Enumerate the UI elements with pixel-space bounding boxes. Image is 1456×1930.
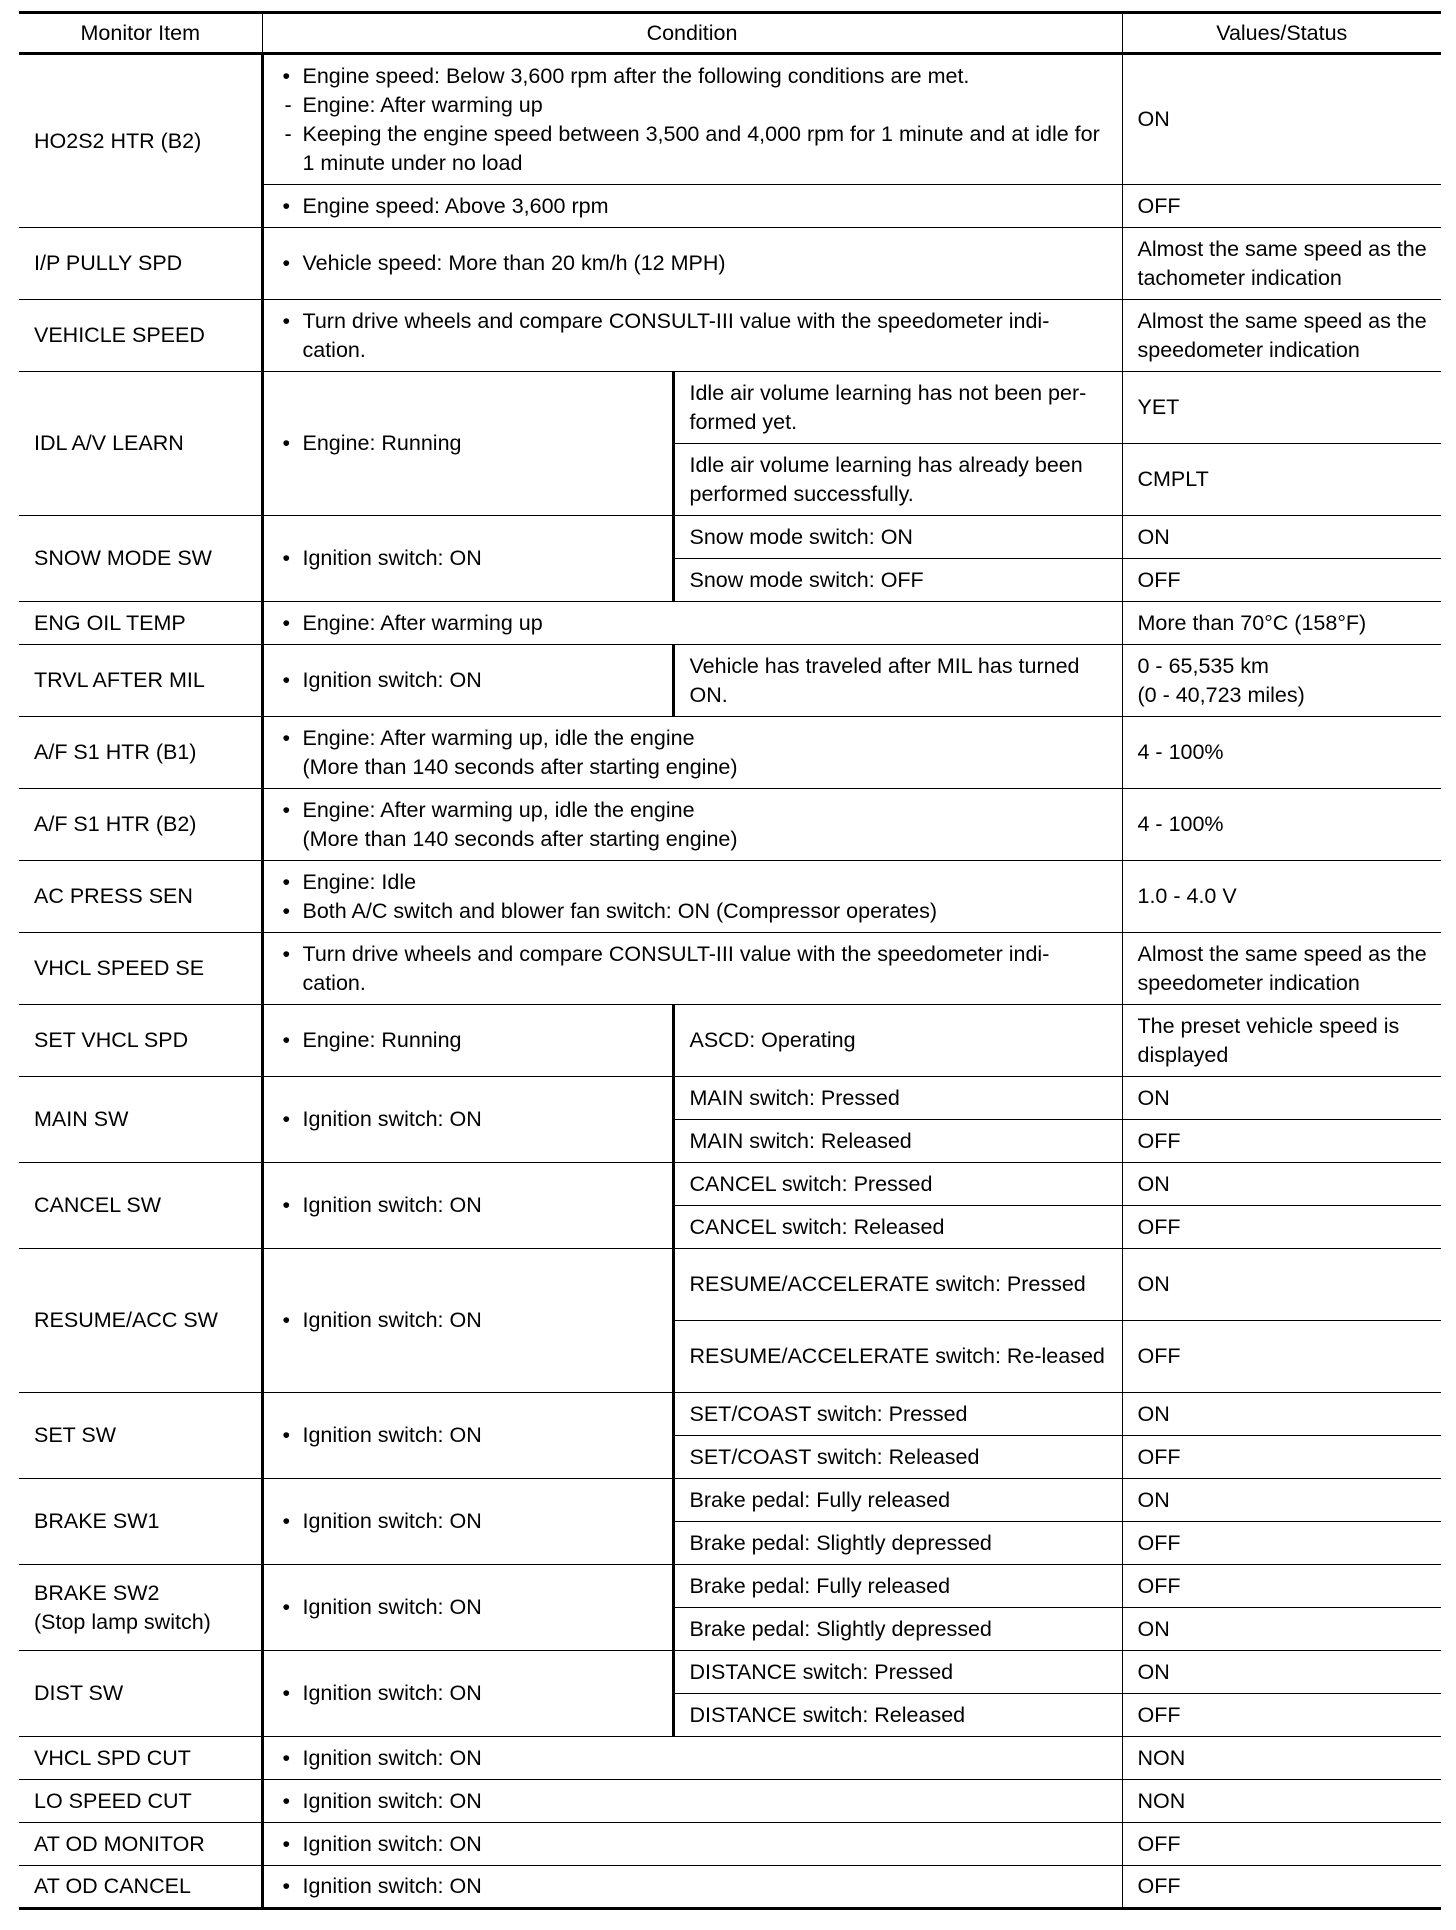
- condition-cell: [262, 372, 673, 516]
- table-row: [19, 1479, 1441, 1522]
- condition-bullet: • Ignition switch: ON: [279, 1744, 1110, 1773]
- sub-condition-cell: CANCEL switch: Released: [673, 1206, 1122, 1249]
- table-row: [19, 717, 1441, 789]
- condition-cell: [262, 1249, 673, 1393]
- monitor-item: AC PRESS SEN: [19, 861, 262, 933]
- monitor-item-line: BRAKE SW2: [34, 1580, 160, 1605]
- condition-sub-item: - Keeping the engine speed between 3,500 and 4,000 rpm for 1 minute and at idle for 1 minute under no load: [279, 120, 1110, 178]
- monitor-item: BRAKE SW1: [19, 1479, 262, 1565]
- condition-bullet: • Ignition switch: ON: [279, 666, 660, 695]
- condition-cell: [262, 933, 1122, 1005]
- value-cell: Almost the same speed as the speedometer indication: [1122, 300, 1441, 372]
- value-line: 0 - 65,535 km: [1137, 653, 1269, 678]
- condition-bullet: • Engine speed: Below 3,600 rpm after the following conditions are met.: [279, 62, 1110, 91]
- condition-sub-item: - Engine: After warming up: [279, 91, 1110, 120]
- condition-bullet: • Ignition switch: ON: [279, 1306, 660, 1335]
- table-row: [19, 1163, 1441, 1206]
- value-cell: OFF: [1122, 1823, 1441, 1866]
- value-cell: 4 - 100%: [1122, 717, 1441, 789]
- condition-cell: [262, 861, 1122, 933]
- value-cell: CMPLT: [1122, 444, 1441, 516]
- condition-cell: [262, 602, 1122, 645]
- value-cell: NON: [1122, 1780, 1441, 1823]
- value-cell: OFF: [1122, 1866, 1441, 1909]
- monitor-item: AT OD CANCEL: [19, 1866, 262, 1909]
- table-row: [19, 1249, 1441, 1321]
- value-cell: Almost the same speed as the speedometer indication: [1122, 933, 1441, 1005]
- sub-condition-cell: MAIN switch: Released: [673, 1120, 1122, 1163]
- condition-cell: [262, 1823, 1122, 1866]
- sub-condition-cell: Brake pedal: Slightly depressed: [673, 1522, 1122, 1565]
- value-cell: ON: [1122, 1651, 1441, 1694]
- sub-condition-cell: Idle air volume learning has already been performed successfully.: [673, 444, 1122, 516]
- value-cell: OFF: [1122, 1321, 1441, 1393]
- sub-condition-cell: ASCD: Operating: [673, 1005, 1122, 1077]
- condition-bullet: • Ignition switch: ON: [279, 1830, 1110, 1859]
- sub-condition-cell: DISTANCE switch: Released: [673, 1694, 1122, 1737]
- sub-condition-cell: MAIN switch: Pressed: [673, 1077, 1122, 1120]
- condition-bullet: • Ignition switch: ON: [279, 1679, 660, 1708]
- monitor-item: I/P PULLY SPD: [19, 228, 262, 300]
- value-cell: OFF: [1122, 1565, 1441, 1608]
- value-cell: OFF: [1122, 559, 1441, 602]
- table-row: [19, 1077, 1441, 1120]
- monitor-item: ENG OIL TEMP: [19, 602, 262, 645]
- table-row: [19, 602, 1441, 645]
- condition-cell: [262, 717, 1122, 789]
- condition-cell: [262, 1163, 673, 1249]
- condition-bullet: • Ignition switch: ON: [279, 1787, 1110, 1816]
- condition-line: (More than 140 seconds after starting engine): [302, 754, 738, 779]
- sub-condition-cell: Snow mode switch: OFF: [673, 559, 1122, 602]
- header-row: [19, 13, 1441, 54]
- value-cell: ON: [1122, 1163, 1441, 1206]
- monitor-item: HO2S2 HTR (B2): [19, 54, 262, 228]
- condition-bullet: • Engine speed: Above 3,600 rpm: [279, 192, 1110, 221]
- condition-cell: [262, 54, 1122, 185]
- value-cell: OFF: [1122, 185, 1441, 228]
- condition-bullet: • Turn drive wheels and compare CONSULT-III value with the speedometer indi-cation.: [279, 940, 1110, 998]
- condition-bullet: • Engine: After warming up: [279, 609, 1110, 638]
- value-cell: The preset vehicle speed is displayed: [1122, 1005, 1441, 1077]
- condition-cell: [262, 1393, 673, 1479]
- value-cell: ON: [1122, 54, 1441, 185]
- monitor-item: A/F S1 HTR (B2): [19, 789, 262, 861]
- value-cell: OFF: [1122, 1436, 1441, 1479]
- condition-line: (More than 140 seconds after starting engine): [302, 826, 738, 851]
- value-cell: ON: [1122, 1393, 1441, 1436]
- condition-bullet: [279, 724, 1110, 782]
- monitor-item: [19, 1565, 262, 1651]
- condition-cell: [262, 516, 673, 602]
- sub-condition-cell: Idle air volume learning has not been per-formed yet.: [673, 372, 1122, 444]
- value-line: (0 - 40,723 miles): [1137, 682, 1305, 707]
- sub-condition-cell: Brake pedal: Fully released: [673, 1565, 1122, 1608]
- table-row: [19, 1005, 1441, 1077]
- condition-bullet: [279, 796, 1110, 854]
- condition-bullet: • Ignition switch: ON: [279, 1507, 660, 1536]
- monitor-item: SNOW MODE SW: [19, 516, 262, 602]
- condition-cell: [262, 1565, 673, 1651]
- condition-bullet: • Engine: Running: [279, 1026, 660, 1055]
- table-row: [19, 1780, 1441, 1823]
- monitor-item: SET VHCL SPD: [19, 1005, 262, 1077]
- table-row: [19, 1737, 1441, 1780]
- value-cell: OFF: [1122, 1120, 1441, 1163]
- condition-line: • Engine: After warming up, idle the engine: [302, 797, 695, 822]
- condition-bullet: • Ignition switch: ON: [279, 544, 660, 573]
- monitor-item: MAIN SW: [19, 1077, 262, 1163]
- header-values-status: Values/Status: [1122, 13, 1441, 54]
- value-cell: OFF: [1122, 1206, 1441, 1249]
- condition-cell: [262, 1005, 673, 1077]
- condition-cell: [262, 1077, 673, 1163]
- value-cell: ON: [1122, 516, 1441, 559]
- sub-condition-cell: Brake pedal: Fully released: [673, 1479, 1122, 1522]
- value-cell: ON: [1122, 1249, 1441, 1321]
- condition-bullet: • Engine: Running: [279, 429, 660, 458]
- value-cell: More than 70°C (158°F): [1122, 602, 1441, 645]
- monitor-item: IDL A/V LEARN: [19, 372, 262, 516]
- condition-cell: [262, 789, 1122, 861]
- sub-condition-cell: SET/COAST switch: Released: [673, 1436, 1122, 1479]
- monitor-item: CANCEL SW: [19, 1163, 262, 1249]
- condition-bullet: • Ignition switch: ON: [279, 1191, 660, 1220]
- table-row: [19, 1565, 1441, 1608]
- monitor-item: AT OD MONITOR: [19, 1823, 262, 1866]
- sub-condition-cell: DISTANCE switch: Pressed: [673, 1651, 1122, 1694]
- sub-condition-cell: RESUME/ACCELERATE switch: Re-leased: [673, 1321, 1122, 1393]
- value-cell: OFF: [1122, 1522, 1441, 1565]
- condition-bullet: • Ignition switch: ON: [279, 1421, 660, 1450]
- table-row: [19, 789, 1441, 861]
- condition-cell: [262, 228, 1122, 300]
- table-row: [19, 516, 1441, 559]
- sub-condition-cell: Snow mode switch: ON: [673, 516, 1122, 559]
- table-row: [19, 1651, 1441, 1694]
- condition-bullet: • Ignition switch: ON: [279, 1105, 660, 1134]
- sub-condition-cell: CANCEL switch: Pressed: [673, 1163, 1122, 1206]
- table-row: [19, 1393, 1441, 1436]
- sub-condition-cell: Brake pedal: Slightly depressed: [673, 1608, 1122, 1651]
- value-cell: [1122, 645, 1441, 717]
- condition-cell: [262, 1780, 1122, 1823]
- value-cell: YET: [1122, 372, 1441, 444]
- table-row: [19, 1823, 1441, 1866]
- sub-condition-cell: Vehicle has traveled after MIL has turned ON.: [673, 645, 1122, 717]
- table-row: [19, 372, 1441, 444]
- header-condition: Condition: [262, 13, 1122, 54]
- sub-condition-cell: SET/COAST switch: Pressed: [673, 1393, 1122, 1436]
- condition-bullet: • Ignition switch: ON: [279, 1593, 660, 1622]
- value-cell: NON: [1122, 1737, 1441, 1780]
- condition-cell: [262, 1737, 1122, 1780]
- table-row: [19, 645, 1441, 717]
- condition-line: • Engine: After warming up, idle the engine: [302, 725, 695, 750]
- condition-cell: [262, 1651, 673, 1737]
- value-cell: Almost the same speed as the tachometer indication: [1122, 228, 1441, 300]
- value-cell: ON: [1122, 1077, 1441, 1120]
- monitor-item: VHCL SPD CUT: [19, 1737, 262, 1780]
- value-cell: ON: [1122, 1608, 1441, 1651]
- table-row: [19, 933, 1441, 1005]
- condition-bullet: • Engine: Idle: [279, 868, 1110, 897]
- condition-cell: [262, 185, 1122, 228]
- monitor-item: RESUME/ACC SW: [19, 1249, 262, 1393]
- monitor-item: VEHICLE SPEED: [19, 300, 262, 372]
- monitor-item-line: (Stop lamp switch): [34, 1609, 211, 1634]
- condition-cell: [262, 645, 673, 717]
- table-row: [19, 1866, 1441, 1909]
- condition-bullet: • Ignition switch: ON: [279, 1872, 1110, 1901]
- monitor-item: SET SW: [19, 1393, 262, 1479]
- condition-cell: [262, 300, 1122, 372]
- monitor-item: A/F S1 HTR (B1): [19, 717, 262, 789]
- monitor-item: DIST SW: [19, 1651, 262, 1737]
- condition-cell: [262, 1866, 1122, 1909]
- value-cell: 4 - 100%: [1122, 789, 1441, 861]
- monitor-item-table: [19, 11, 1441, 1910]
- value-cell: 1.0 - 4.0 V: [1122, 861, 1441, 933]
- condition-cell: [262, 1479, 673, 1565]
- sub-condition-cell: RESUME/ACCELERATE switch: Pressed: [673, 1249, 1122, 1321]
- condition-bullet: • Both A/C switch and blower fan switch: ON (Compressor operates): [279, 897, 1110, 926]
- monitor-item: TRVL AFTER MIL: [19, 645, 262, 717]
- table-row: [19, 300, 1441, 372]
- condition-bullet: • Vehicle speed: More than 20 km/h (12 MPH): [279, 249, 1110, 278]
- value-cell: ON: [1122, 1479, 1441, 1522]
- condition-bullet: • Turn drive wheels and compare CONSULT-III value with the speedometer indi-cation.: [279, 307, 1110, 365]
- monitor-item: VHCL SPEED SE: [19, 933, 262, 1005]
- value-cell: OFF: [1122, 1694, 1441, 1737]
- table-row: [19, 54, 1441, 185]
- header-monitor-item: Monitor Item: [19, 13, 262, 54]
- table-row: [19, 861, 1441, 933]
- monitor-item: LO SPEED CUT: [19, 1780, 262, 1823]
- table-row: [19, 228, 1441, 300]
